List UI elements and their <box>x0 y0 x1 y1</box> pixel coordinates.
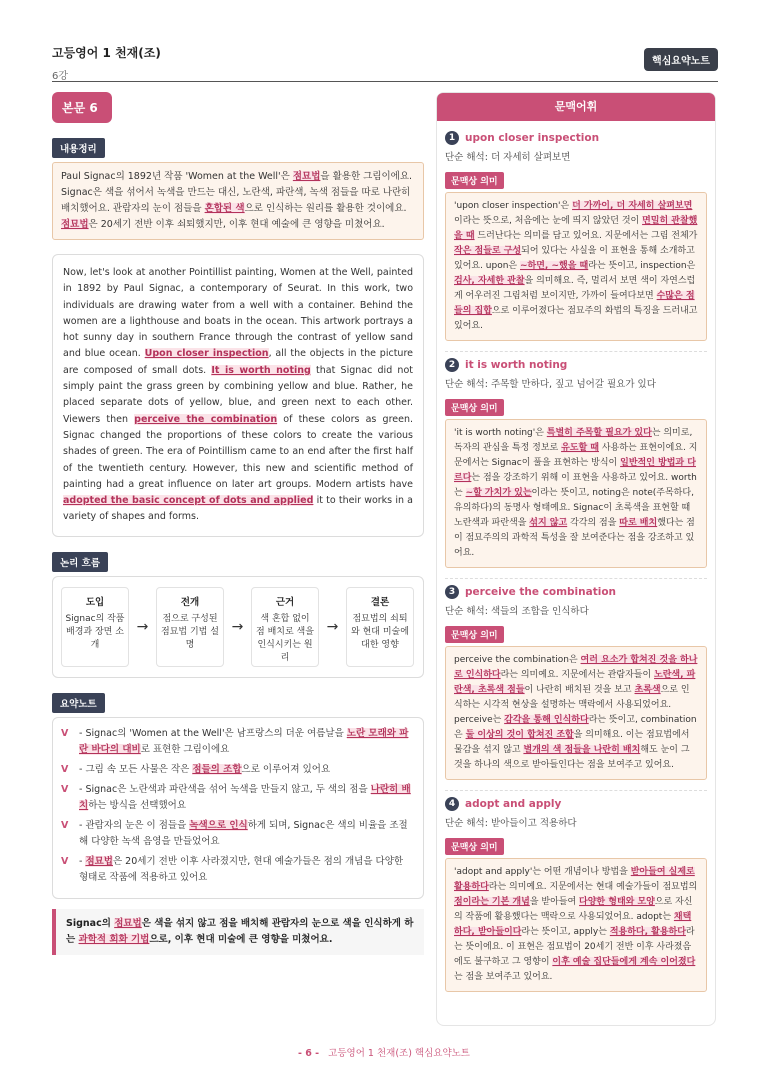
vocab-phrase: upon closer inspection <box>465 132 600 144</box>
keyword: 점묘법 <box>61 219 89 230</box>
vocab-item <box>445 585 707 780</box>
vocab-phrase: perceive the combination <box>465 586 617 598</box>
number-badge: 2 <box>445 358 459 372</box>
page-footer <box>0 1045 768 1059</box>
note-badge: 핵심요약노트 <box>644 48 718 71</box>
left-column <box>52 92 424 955</box>
simple-meaning: 단순 해석: 색들의 조합을 인식하다 <box>445 606 589 617</box>
phrase-upon-closer-inspection: Upon closer inspection <box>144 348 269 360</box>
context-meaning: 'it is worth noting'은 특별히 주목할 필요가 있다는 의미로, 독자의 관심을 특정 정보로 유도할 때 사용하는 표현이에요. 지문에서는 Signac이 풀을 표현하는 방식이 일반적인 방법과 다르다는 점을 강조하기 위해 이 표현을 사용하고 있어요. worth는 ~할 가치가 있는이라는 뜻이고, noting은 note(주목하다, 유의하다)의 동명사 형태예요. Signac이 초록색을 표현할 때 노란색과 파란색을 섞지 않고 각각의 점을 따로 배치했다는 점이 점묘주의의 과학적 특성을 잘 보여준다는 점을 강조하고 있어요. <box>445 419 707 568</box>
divider <box>445 578 707 579</box>
flow-step-conclusion: 결론 점묘법의 쇠퇴와 현대 미술에 대한 영향 <box>346 587 414 667</box>
simple-meaning: 단순 해석: 받아들이고 적용하다 <box>445 818 577 829</box>
check-icon: V <box>61 763 69 775</box>
keyword: 혼합된 색 <box>204 203 245 214</box>
vocab-panel-title: 문맥어휘 <box>437 93 715 121</box>
check-icon: V <box>61 855 69 867</box>
vocab-item <box>445 131 707 341</box>
simple-meaning: 단순 해석: 주목할 만하다, 짚고 넘어갈 필요가 있다 <box>445 379 656 390</box>
number-badge: 4 <box>445 797 459 811</box>
context-tag: 문맥상 의미 <box>445 399 504 416</box>
number-badge: 3 <box>445 585 459 599</box>
page-header <box>52 44 718 82</box>
context-meaning: 'upon closer inspection'은 더 가까이, 더 자세히 살펴보면이라는 뜻으로, 처음에는 눈에 띄지 않았던 것이 면밀히 관찰했을 때 드러난다는 의미를 담고 있어요. 지문에서는 그림 전체가 작은 점들로 구성되어 있다는 사실을 이 표현을 통해 소개하고 있어요. upon은 ~하면, ~했을 때라는 뜻이고, inspection은 검사, 자세한 관찰을 의미해요. 즉, 멀리서 보면 색이 자연스럽게 어우러진 그림처럼 보이지만, 가까이 들여다보면 수많은 점들의 집합으로 이루어졌다는 점묘주의 화법의 특징을 드러내고 있어요. <box>445 192 707 341</box>
page-number: - 6 - <box>297 1048 320 1059</box>
vocab-item <box>445 358 707 568</box>
vocab-item <box>445 797 707 992</box>
context-meaning: perceive the combination은 여러 요소가 합쳐진 것을 하나로 인식하다라는 의미예요. 지문에서는 관람자들이 노란색, 파란색, 초록색 점들이 나란히 배치된 것을 보고 초록색으로 인식하는 시각적 현상을 설명하는 맥락에서 사용되었어요. perceive는 감각을 통해 인식하다라는 뜻이고, combination은 둘 이상의 것이 합쳐진 조합을 의미해요. 이는 점묘법에서 물감을 섞지 않고 별개의 색 점들을 나란히 배치해도 눈이 그것을 하나의 색으로 받아들인다는 점을 보여주고 있어요. <box>445 646 707 780</box>
number-badge: 1 <box>445 131 459 145</box>
summary-tag: 요약노트 <box>52 693 105 713</box>
context-tag: 문맥상 의미 <box>445 838 504 855</box>
keyword: 점묘법 <box>292 171 321 182</box>
flow-step-intro: 도입 Signac의 작품 배경과 장면 소개 <box>61 587 129 667</box>
footer-text: 고등영어 1 천재(조) 핵심요약노트 <box>328 1048 470 1059</box>
check-icon: V <box>61 819 69 831</box>
section-title: 본문 6 <box>52 92 112 123</box>
summary-item: V - Signac의 'Women at the Well'은 남프랑스의 더운 여름날을 노란 모래와 파란 바다의 대비로 표현한 그림이에요 <box>61 726 415 758</box>
summary-item: V - Signac은 노란색과 파란색을 섞어 녹색을 만들지 않고, 두 색의 점을 나란히 배치하는 방식을 선택했어요 <box>61 782 415 814</box>
flow-step-development: 전개 점으로 구성된 점묘법 기법 설명 <box>156 587 224 667</box>
book-title: 고등영어 1 천재(조) <box>52 46 161 60</box>
lesson-number: 6강 <box>52 71 69 82</box>
content-tag: 내용정리 <box>52 138 105 158</box>
context-tag: 문맥상 의미 <box>445 626 504 643</box>
phrase-it-is-worth-noting: It is worth noting <box>211 364 311 376</box>
check-icon: V <box>61 727 69 739</box>
arrow-icon: → <box>326 618 339 635</box>
summary-notes <box>52 717 424 899</box>
arrow-icon: → <box>136 618 149 635</box>
vocab-panel <box>436 92 716 1026</box>
check-icon: V <box>61 783 69 795</box>
vocab-phrase: adopt and apply <box>465 798 562 810</box>
vocab-phrase: it is worth noting <box>465 359 568 371</box>
content-summary: Paul Signac의 1892년 작품 'Women at the Well'은 점묘법을 활용한 그림이에요. Signac은 색을 섞어서 녹색을 만드는 대신, 노란색, 파란색, 녹색 점들을 따로 나란히 배치했어요. 관람자의 눈이 점들을 혼합된 색으로 인식하는 원리를 활용한 것이에요. 점묘법은 20세기 전반 이후 쇠퇴했지만, 이후 현대 예술에 큰 영향을 미쳤어요. <box>52 162 424 240</box>
arrow-icon: → <box>231 618 244 635</box>
simple-meaning: 단순 해석: 더 자세히 살펴보면 <box>445 152 571 163</box>
phrase-perceive-the-combination: perceive the combination <box>134 413 278 425</box>
divider <box>445 351 707 352</box>
summary-item: V - 그림 속 모든 사물은 작은 점들의 조합으로 이루어져 있어요 <box>61 762 415 778</box>
key-note: Signac의 점묘법은 색을 섞지 않고 점을 배치해 관람자의 눈으로 색을 인식하게 하는 과학적 회화 기법으로, 이후 현대 미술에 큰 영향을 미쳤어요. <box>52 909 424 955</box>
summary-item: V - 관람자의 눈은 이 점들을 녹색으로 인식하게 되며, Signac은 색의 비율을 조절해 다양한 녹색 음영을 만들었어요 <box>61 818 415 850</box>
flow-step-evidence: 근거 색 혼합 없이 점 배치로 색을 인식시키는 원리 <box>251 587 319 667</box>
divider <box>445 790 707 791</box>
logic-flow <box>52 576 424 678</box>
summary-item: V - 점묘법은 20세기 전반 이후 사라졌지만, 현대 예술가들은 점의 개념을 다양한 형태로 작품에 적용하고 있어요 <box>61 854 415 886</box>
phrase-adopted-and-applied: adopted the basic concept of dots and applied <box>63 495 314 507</box>
context-meaning: 'adopt and apply'는 어떤 개념이나 방법을 받아들여 실제로 활용하다라는 의미예요. 지문에서는 현대 예술가들이 점묘법의 점이라는 기본 개념을 받아들여 다양한 형태와 모양으로 자신의 작품에 활용했다는 맥락으로 사용되었어요. adopt는 채택하다, 받아들이다라는 뜻이고, apply는 적용하다, 활용하다라는 뜻이에요. 이 표현은 점묘법이 20세기 전반 이후 사라졌음에도 불구하고 그 영향이 이후 예술 집단들에게 계속 이어졌다는 점을 보여주고 있어요. <box>445 858 707 992</box>
passage-text: Now, let's look at another Pointillist painting, Women at the Well, painted in 1892 by Paul Signac, a contemporary of Seurat. In this work, two individuals are drawing water from a well with a container. Behind the women are a lighthouse and boats in the ocean. This artwork portrays a hot sunny day in southern France through the contrast of yellow sand and blue ocean. Upon closer inspection, all the objects in the picture are composed of small dots. It is worth noting that Signac did not simply paint the grass green by combining yellow and blue. Rather, he placed separate dots of yellow, blue, and green next to each other. Viewers then perceive the combination of these colors as green. Signac changed the proportions of these colors to create the various shades of green. The era of Pointillism came to an end after the first half of the twentieth century. However, this new and scientific method of painting had a great influence on later art groups. Modern artists have adopted the basic concept of dots and applied it to their works in a variety of shapes and forms. <box>52 254 424 537</box>
flow-tag: 논리 흐름 <box>52 552 108 572</box>
context-tag: 문맥상 의미 <box>445 172 504 189</box>
